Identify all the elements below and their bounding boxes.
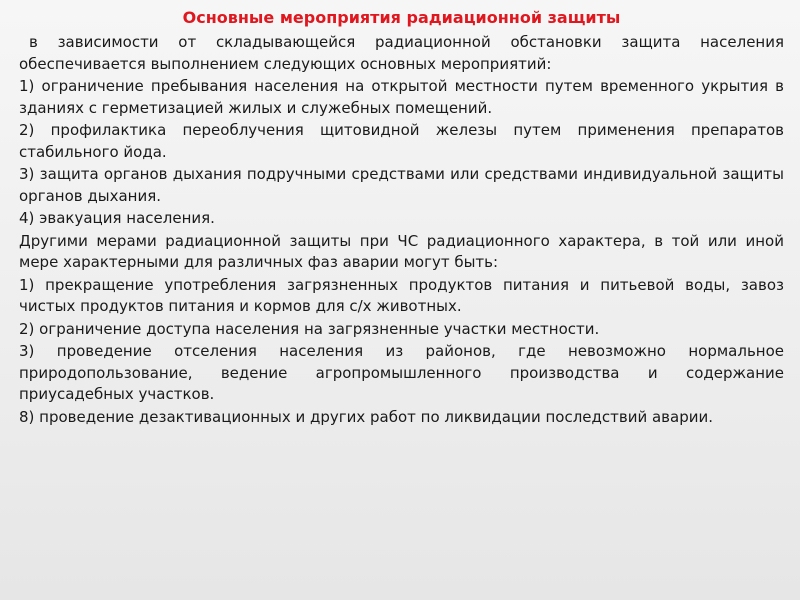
other-measures-paragraph: Другими мерами радиационной защиты при ЧС радиационного характера, в той или иной мере характерными для различных фаз аварии могут быть: — [19, 231, 784, 271]
measure-item-1: 1) ограничение пребывания населения на открытой местности путем временного укрытия в зданиях с герметизацией жилых и служебных помещений. — [19, 77, 784, 117]
other-measure-item-8: 8) проведение дезактивационных и других работ по ликвидации последствий аварии. — [19, 407, 713, 426]
measure-item-3: 3) защита органов дыхания подручными средствами или средствами индивидуальной защиты органов дыхания. — [19, 165, 784, 205]
other-measure-item-2: 2) ограничение доступа населения на загрязненные участки местности. — [19, 319, 600, 338]
other-measure-item-3: 3) проведение отселения населения из районов, где невозможно нормальное природопользование, ведение агропромышленного производства и содержание приусадебных участков. — [19, 342, 784, 403]
measure-item-4: 4) эвакуация населения. — [19, 209, 215, 227]
other-measure-item-1: 1) прекращение употребления загрязненных продуктов питания и питьевой воды, завоз чистых продуктов питания и кормов для с/х животных. — [19, 275, 784, 315]
intro-paragraph: в зависимости от складывающейся радиационной обстановки защита населения обеспечивается выполнением следующих основных мероприятий: — [19, 33, 784, 73]
slide-title: Основные мероприятия радиационной защиты — [182, 8, 621, 27]
measure-item-2: 2) профилактика переоблучения щитовидной железы путем применения препаратов стабильного йода. — [19, 121, 784, 161]
